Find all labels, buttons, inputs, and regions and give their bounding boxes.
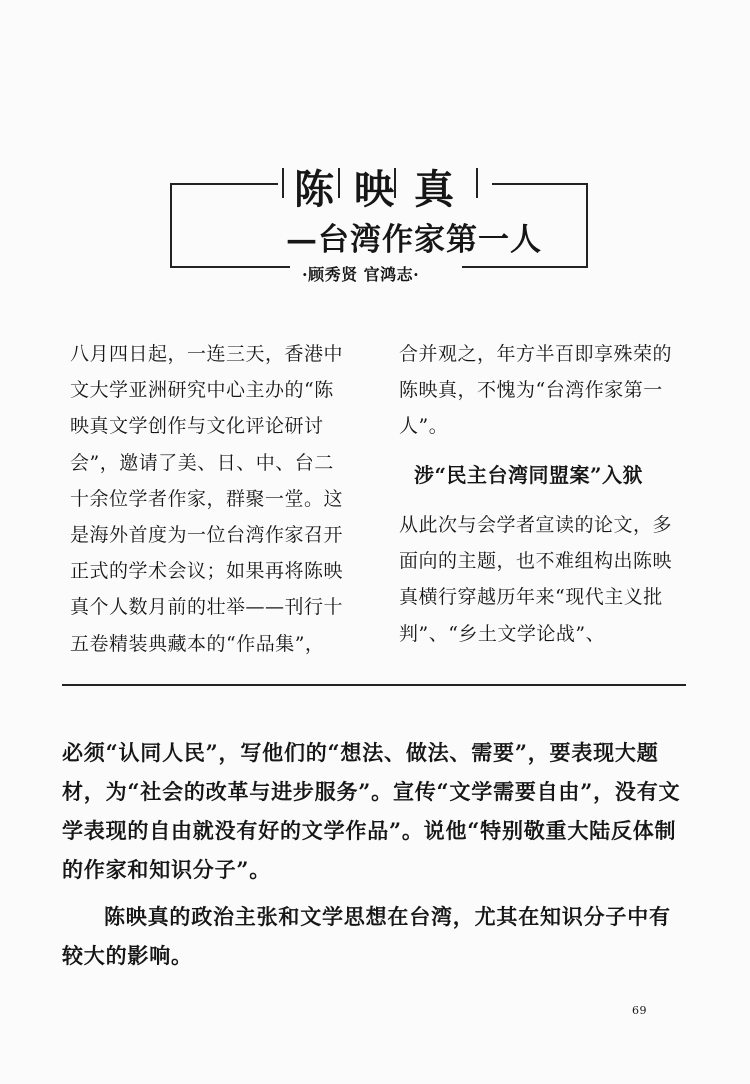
document-title: 陈映真: [294, 166, 474, 213]
page-number: 69: [632, 1004, 647, 1017]
title-divider-4: [476, 168, 478, 198]
lower-text-block: [62, 733, 682, 975]
lower-paragraph-1: 必须“认同人民”，写他们的“想法、做法、需要”，要表现大题材，为“社会的改革与进步服务”。宣传“文学需要自由”，没有文学表现的自由就没有好的文学作品”。说他“特别敬重大陆反体制的作家和知识分子”。: [62, 740, 681, 882]
title-frame-bottom-left: [170, 266, 290, 268]
document-subtitle: —台湾作家第一人: [286, 222, 542, 258]
section-divider: [62, 684, 686, 686]
title-frame-top-right: [492, 183, 588, 185]
lower-paragraph-2: 陈映真的政治主张和文学思想在台湾，尤其在知识分子中有较大的影响。: [62, 904, 671, 968]
title-block: [0, 0, 750, 300]
section-heading: 涉“民主台湾同盟案”入狱: [414, 463, 644, 487]
title-frame-top-left: [170, 183, 278, 185]
right-column-continuation: 从此次与会学者宣读的论文，多面向的主题，也不难组构出陈映真横行穿越历年来“现代主义批判”、“乡土文学论战”、: [399, 514, 673, 645]
authors-line: ·顾秀贤 官鸿志·: [302, 265, 420, 284]
title-frame-bottom-right: [462, 266, 588, 268]
title-frame-right-side: [586, 183, 588, 268]
title-frame-left-side: [170, 183, 172, 268]
title-divider-1: [282, 168, 284, 198]
left-column-text: 八月四日起，一连三天，香港中文大学亚洲研究中心主办的“陈映真文学创作与文化评论研讨会”，邀请了美、日、中、台二十余位学者作家，群聚一堂。这是海外首度为一位台湾作家召开正式的学术会议；如果再将陈映真个人数月前的壮举——刊行十五卷精装典藏本的“作品集”，: [70, 343, 344, 655]
right-column-text: 合并观之，年方半百即享殊荣的陈映真，不愧为“台湾作家第一人”。: [399, 343, 673, 438]
